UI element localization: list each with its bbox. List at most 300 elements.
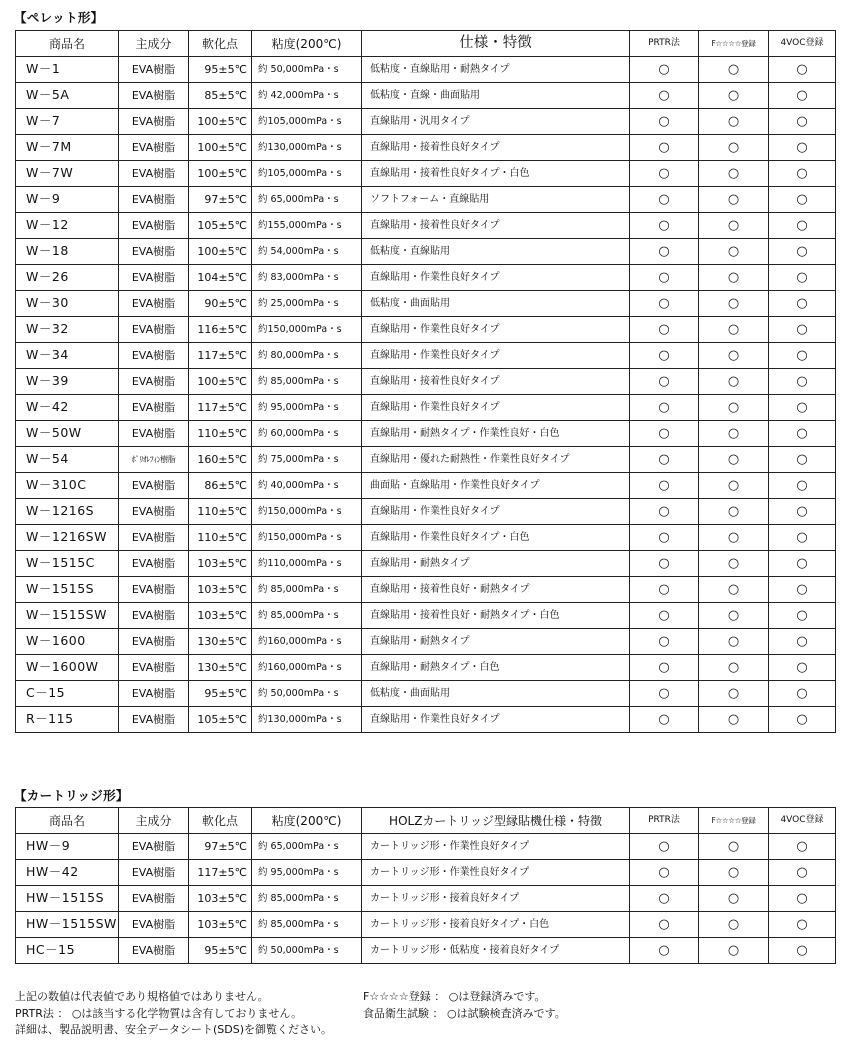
f4star-mark-cell: ○: [699, 187, 769, 213]
viscosity-cell: 約160,000mPa・s: [252, 629, 362, 655]
softening-point-cell: 100±5℃: [189, 135, 252, 161]
table-row: [16, 291, 836, 317]
viscosity-cell: 約 65,000mPa・s: [252, 834, 362, 860]
main-component-cell: EVA樹脂: [119, 681, 189, 707]
softening-point-cell: 110±5℃: [189, 525, 252, 551]
spec-features-cell: 直線貼用・作業性良好タイプ: [362, 707, 630, 733]
prtr-mark-cell: ○: [630, 213, 699, 239]
viscosity-cell: 約150,000mPa・s: [252, 317, 362, 343]
f4star-mark-cell: ○: [699, 447, 769, 473]
table-row: [16, 938, 836, 964]
spec-features-cell: 直線貼用・接着性良好・耐熱タイプ: [362, 577, 630, 603]
header-f4star: F☆☆☆☆登録: [699, 31, 769, 57]
prtr-mark-cell: ○: [630, 603, 699, 629]
table-row: [16, 213, 836, 239]
spec-features-cell: 直線貼用・作業性良好タイプ: [362, 343, 630, 369]
spec-features-cell: 直線貼用・作業性良好タイプ: [362, 499, 630, 525]
table-header-row: [16, 808, 836, 834]
table-row: [16, 860, 836, 886]
f4star-mark-cell: ○: [699, 291, 769, 317]
table-row: [16, 447, 836, 473]
4voc-mark-cell: ○: [769, 860, 836, 886]
4voc-mark-cell: ○: [769, 886, 836, 912]
viscosity-cell: 約 95,000mPa・s: [252, 860, 362, 886]
product-name-cell: W－1515C: [16, 551, 119, 577]
product-name-cell: W－32: [16, 317, 119, 343]
header-product-name: 商品名: [16, 31, 119, 57]
main-component-cell: EVA樹脂: [119, 83, 189, 109]
prtr-mark-cell: ○: [630, 629, 699, 655]
spec-features-cell: 直線貼用・汎用タイプ: [362, 109, 630, 135]
spec-features-cell: 直線貼用・接着性良好タイプ・白色: [362, 161, 630, 187]
table-row: [16, 395, 836, 421]
viscosity-cell: 約 50,000mPa・s: [252, 57, 362, 83]
4voc-mark-cell: ○: [769, 499, 836, 525]
viscosity-cell: 約150,000mPa・s: [252, 525, 362, 551]
f4star-mark-cell: ○: [699, 213, 769, 239]
f4star-mark-cell: ○: [699, 834, 769, 860]
viscosity-cell: 約 50,000mPa・s: [252, 938, 362, 964]
f4star-mark-cell: ○: [699, 473, 769, 499]
product-name-cell: W－26: [16, 265, 119, 291]
product-name-cell: HC－15: [16, 938, 119, 964]
table-row: [16, 603, 836, 629]
note-prtr: PRTR法 ： ○は該当する化学物質は含有しておりません。: [15, 1006, 303, 1020]
product-name-cell: W－7: [16, 109, 119, 135]
softening-point-cell: 160±5℃: [189, 447, 252, 473]
4voc-mark-cell: ○: [769, 938, 836, 964]
4voc-mark-cell: ○: [769, 912, 836, 938]
4voc-mark-cell: ○: [769, 265, 836, 291]
spec-features-cell: カートリッジ形・作業性良好タイプ: [362, 834, 630, 860]
prtr-mark-cell: ○: [630, 291, 699, 317]
softening-point-cell: 104±5℃: [189, 265, 252, 291]
main-component-cell: EVA樹脂: [119, 886, 189, 912]
main-component-cell: EVA樹脂: [119, 577, 189, 603]
prtr-mark-cell: ○: [630, 317, 699, 343]
f4star-mark-cell: ○: [699, 912, 769, 938]
table-row: [16, 681, 836, 707]
4voc-mark-cell: ○: [769, 291, 836, 317]
product-name-cell: C－15: [16, 681, 119, 707]
f4star-mark-cell: ○: [699, 317, 769, 343]
table-row: [16, 239, 836, 265]
prtr-mark-cell: ○: [630, 499, 699, 525]
softening-point-cell: 95±5℃: [189, 57, 252, 83]
f4star-mark-cell: ○: [699, 938, 769, 964]
table-row: [16, 834, 836, 860]
spec-features-cell: カートリッジ形・接着良好タイプ・白色: [362, 912, 630, 938]
product-name-cell: W－34: [16, 343, 119, 369]
table-row: [16, 912, 836, 938]
main-component-cell: EVA樹脂: [119, 655, 189, 681]
product-name-cell: W－7W: [16, 161, 119, 187]
main-component-cell: EVA樹脂: [119, 834, 189, 860]
header-viscosity: 粘度(200℃): [252, 808, 362, 834]
softening-point-cell: 105±5℃: [189, 213, 252, 239]
4voc-mark-cell: ○: [769, 551, 836, 577]
main-component-cell: EVA樹脂: [119, 938, 189, 964]
pellet-section-title: 【ペレット形】: [14, 10, 104, 25]
main-component-cell: EVA樹脂: [119, 265, 189, 291]
product-name-cell: W－5A: [16, 83, 119, 109]
header-viscosity: 粘度(200℃): [252, 31, 362, 57]
table-row: [16, 343, 836, 369]
prtr-mark-cell: ○: [630, 525, 699, 551]
f4star-mark-cell: ○: [699, 239, 769, 265]
f4star-mark-cell: ○: [699, 681, 769, 707]
softening-point-cell: 103±5℃: [189, 603, 252, 629]
f4star-mark-cell: ○: [699, 551, 769, 577]
prtr-mark-cell: ○: [630, 834, 699, 860]
prtr-mark-cell: ○: [630, 551, 699, 577]
note-representative-values: 上記の数値は代表値であり規格値ではありません。: [15, 990, 269, 1003]
main-component-cell: EVA樹脂: [119, 161, 189, 187]
softening-point-cell: 130±5℃: [189, 629, 252, 655]
header-softening-point: 軟化点: [189, 31, 252, 57]
prtr-mark-cell: ○: [630, 681, 699, 707]
main-component-cell: EVA樹脂: [119, 421, 189, 447]
header-prtr: PRTR法: [630, 31, 699, 57]
4voc-mark-cell: ○: [769, 317, 836, 343]
prtr-mark-cell: ○: [630, 938, 699, 964]
product-name-cell: W－12: [16, 213, 119, 239]
viscosity-cell: 約 25,000mPa・s: [252, 291, 362, 317]
f4star-mark-cell: ○: [699, 886, 769, 912]
main-component-cell: EVA樹脂: [119, 603, 189, 629]
spec-features-cell: 直線貼用・接着性良好タイプ: [362, 369, 630, 395]
f4star-mark-cell: ○: [699, 265, 769, 291]
4voc-mark-cell: ○: [769, 447, 836, 473]
4voc-mark-cell: ○: [769, 707, 836, 733]
main-component-cell: EVA樹脂: [119, 369, 189, 395]
softening-point-cell: 90±5℃: [189, 291, 252, 317]
note-f4star: F☆☆☆☆登録 ： ○は登録済みです。: [363, 990, 546, 1003]
spec-features-cell: 直線貼用・作業性良好タイプ: [362, 317, 630, 343]
product-name-cell: W－18: [16, 239, 119, 265]
4voc-mark-cell: ○: [769, 603, 836, 629]
spec-features-cell: カートリッジ形・作業性良好タイプ: [362, 860, 630, 886]
product-name-cell: R－115: [16, 707, 119, 733]
softening-point-cell: 117±5℃: [189, 395, 252, 421]
prtr-mark-cell: ○: [630, 265, 699, 291]
viscosity-cell: 約150,000mPa・s: [252, 499, 362, 525]
4voc-mark-cell: ○: [769, 395, 836, 421]
f4star-mark-cell: ○: [699, 603, 769, 629]
product-name-cell: W－50W: [16, 421, 119, 447]
4voc-mark-cell: ○: [769, 109, 836, 135]
header-spec-features: HOLZカートリッジ型縁貼機仕様・特徴: [362, 808, 630, 834]
cartridge-section-title: 【カートリッジ形】: [14, 788, 129, 803]
header-main-component: 主成分: [119, 31, 189, 57]
spec-features-cell: 直線貼用・耐熱タイプ: [362, 629, 630, 655]
note-food-hygiene: 食品衛生試験 ： ○は試験検査済みです。: [363, 1006, 566, 1020]
f4star-mark-cell: ○: [699, 109, 769, 135]
softening-point-cell: 86±5℃: [189, 473, 252, 499]
product-name-cell: HW－1515SW: [16, 912, 119, 938]
viscosity-cell: 約 83,000mPa・s: [252, 265, 362, 291]
pellet-spec-table: [15, 30, 836, 733]
viscosity-cell: 約 75,000mPa・s: [252, 447, 362, 473]
product-name-cell: W－42: [16, 395, 119, 421]
4voc-mark-cell: ○: [769, 577, 836, 603]
table-row: [16, 421, 836, 447]
viscosity-cell: 約 85,000mPa・s: [252, 577, 362, 603]
viscosity-cell: 約 50,000mPa・s: [252, 681, 362, 707]
table-row: [16, 707, 836, 733]
f4star-mark-cell: ○: [699, 860, 769, 886]
spec-features-cell: 直線貼用・接着性良好タイプ: [362, 135, 630, 161]
prtr-mark-cell: ○: [630, 57, 699, 83]
product-name-cell: W－1515S: [16, 577, 119, 603]
main-component-cell: EVA樹脂: [119, 499, 189, 525]
product-name-cell: W－1216S: [16, 499, 119, 525]
product-name-cell: W－30: [16, 291, 119, 317]
table-row: [16, 135, 836, 161]
softening-point-cell: 100±5℃: [189, 161, 252, 187]
softening-point-cell: 117±5℃: [189, 343, 252, 369]
product-name-cell: W－1216SW: [16, 525, 119, 551]
softening-point-cell: 103±5℃: [189, 886, 252, 912]
main-component-cell: ﾎﾟﾘｵﾚﾌｨﾝ樹脂: [119, 447, 189, 473]
softening-point-cell: 117±5℃: [189, 860, 252, 886]
prtr-mark-cell: ○: [630, 912, 699, 938]
spec-features-cell: 低粘度・曲面貼用: [362, 681, 630, 707]
header-softening-point: 軟化点: [189, 808, 252, 834]
4voc-mark-cell: ○: [769, 525, 836, 551]
header-4voc: 4VOC登録: [769, 31, 836, 57]
softening-point-cell: 100±5℃: [189, 109, 252, 135]
f4star-mark-cell: ○: [699, 421, 769, 447]
spec-features-cell: 低粘度・直線貼用・耐熱タイプ: [362, 57, 630, 83]
main-component-cell: EVA樹脂: [119, 629, 189, 655]
main-component-cell: EVA樹脂: [119, 860, 189, 886]
main-component-cell: EVA樹脂: [119, 239, 189, 265]
4voc-mark-cell: ○: [769, 681, 836, 707]
spec-features-cell: ソフトフォーム・直線貼用: [362, 187, 630, 213]
viscosity-cell: 約155,000mPa・s: [252, 213, 362, 239]
f4star-mark-cell: ○: [699, 707, 769, 733]
softening-point-cell: 116±5℃: [189, 317, 252, 343]
main-component-cell: EVA樹脂: [119, 395, 189, 421]
viscosity-cell: 約 54,000mPa・s: [252, 239, 362, 265]
product-name-cell: HW－1515S: [16, 886, 119, 912]
f4star-mark-cell: ○: [699, 395, 769, 421]
softening-point-cell: 97±5℃: [189, 834, 252, 860]
product-name-cell: W－39: [16, 369, 119, 395]
table-row: [16, 161, 836, 187]
header-spec-features: 仕様・特徴: [362, 31, 630, 57]
f4star-mark-cell: ○: [699, 655, 769, 681]
product-name-cell: HW－42: [16, 860, 119, 886]
spec-features-cell: 直線貼用・接着性良好・耐熱タイプ・白色: [362, 603, 630, 629]
viscosity-cell: 約105,000mPa・s: [252, 161, 362, 187]
note-sds: 詳細は、製品説明書、安全データシート(SDS)を御覧ください。: [15, 1023, 333, 1036]
spec-features-cell: 直線貼用・作業性良好タイプ・白色: [362, 525, 630, 551]
viscosity-cell: 約 60,000mPa・s: [252, 421, 362, 447]
4voc-mark-cell: ○: [769, 187, 836, 213]
main-component-cell: EVA樹脂: [119, 525, 189, 551]
viscosity-cell: 約 95,000mPa・s: [252, 395, 362, 421]
table-row: [16, 499, 836, 525]
header-main-component: 主成分: [119, 808, 189, 834]
4voc-mark-cell: ○: [769, 83, 836, 109]
spec-features-cell: 曲面貼・直線貼用・作業性良好タイプ: [362, 473, 630, 499]
4voc-mark-cell: ○: [769, 213, 836, 239]
product-name-cell: W－1: [16, 57, 119, 83]
prtr-mark-cell: ○: [630, 886, 699, 912]
f4star-mark-cell: ○: [699, 343, 769, 369]
table-row: [16, 886, 836, 912]
4voc-mark-cell: ○: [769, 369, 836, 395]
table-header-row: [16, 31, 836, 57]
main-component-cell: EVA樹脂: [119, 187, 189, 213]
product-name-cell: W－9: [16, 187, 119, 213]
prtr-mark-cell: ○: [630, 447, 699, 473]
prtr-mark-cell: ○: [630, 655, 699, 681]
product-name-cell: W－7M: [16, 135, 119, 161]
spec-features-cell: 低粘度・直線・曲面貼用: [362, 83, 630, 109]
product-name-cell: HW－9: [16, 834, 119, 860]
table-row: [16, 629, 836, 655]
table-row: [16, 655, 836, 681]
4voc-mark-cell: ○: [769, 57, 836, 83]
4voc-mark-cell: ○: [769, 655, 836, 681]
softening-point-cell: 100±5℃: [189, 239, 252, 265]
main-component-cell: EVA樹脂: [119, 912, 189, 938]
viscosity-cell: 約 40,000mPa・s: [252, 473, 362, 499]
f4star-mark-cell: ○: [699, 369, 769, 395]
prtr-mark-cell: ○: [630, 707, 699, 733]
4voc-mark-cell: ○: [769, 473, 836, 499]
spec-features-cell: 低粘度・直線貼用: [362, 239, 630, 265]
main-component-cell: EVA樹脂: [119, 317, 189, 343]
table-row: [16, 187, 836, 213]
viscosity-cell: 約 80,000mPa・s: [252, 343, 362, 369]
spec-features-cell: 直線貼用・作業性良好タイプ: [362, 265, 630, 291]
table-row: [16, 317, 836, 343]
spec-features-cell: 低粘度・曲面貼用: [362, 291, 630, 317]
softening-point-cell: 130±5℃: [189, 655, 252, 681]
softening-point-cell: 110±5℃: [189, 499, 252, 525]
4voc-mark-cell: ○: [769, 343, 836, 369]
prtr-mark-cell: ○: [630, 395, 699, 421]
4voc-mark-cell: ○: [769, 629, 836, 655]
viscosity-cell: 約 85,000mPa・s: [252, 912, 362, 938]
table-row: [16, 109, 836, 135]
softening-point-cell: 103±5℃: [189, 912, 252, 938]
spec-features-cell: 直線貼用・耐熱タイプ・作業性良好・白色: [362, 421, 630, 447]
viscosity-cell: 約 65,000mPa・s: [252, 187, 362, 213]
main-component-cell: EVA樹脂: [119, 473, 189, 499]
prtr-mark-cell: ○: [630, 343, 699, 369]
4voc-mark-cell: ○: [769, 421, 836, 447]
viscosity-cell: 約130,000mPa・s: [252, 135, 362, 161]
f4star-mark-cell: ○: [699, 135, 769, 161]
viscosity-cell: 約105,000mPa・s: [252, 109, 362, 135]
4voc-mark-cell: ○: [769, 239, 836, 265]
spec-features-cell: 直線貼用・耐熱タイプ・白色: [362, 655, 630, 681]
prtr-mark-cell: ○: [630, 187, 699, 213]
main-component-cell: EVA樹脂: [119, 213, 189, 239]
f4star-mark-cell: ○: [699, 161, 769, 187]
product-name-cell: W－54: [16, 447, 119, 473]
table-row: [16, 57, 836, 83]
softening-point-cell: 103±5℃: [189, 551, 252, 577]
table-row: [16, 83, 836, 109]
spec-features-cell: 直線貼用・耐熱タイプ: [362, 551, 630, 577]
softening-point-cell: 95±5℃: [189, 681, 252, 707]
viscosity-cell: 約 85,000mPa・s: [252, 603, 362, 629]
main-component-cell: EVA樹脂: [119, 707, 189, 733]
main-component-cell: EVA樹脂: [119, 57, 189, 83]
4voc-mark-cell: ○: [769, 834, 836, 860]
table-row: [16, 525, 836, 551]
prtr-mark-cell: ○: [630, 421, 699, 447]
4voc-mark-cell: ○: [769, 135, 836, 161]
main-component-cell: EVA樹脂: [119, 343, 189, 369]
product-name-cell: W－1600W: [16, 655, 119, 681]
header-product-name: 商品名: [16, 808, 119, 834]
prtr-mark-cell: ○: [630, 83, 699, 109]
viscosity-cell: 約110,000mPa・s: [252, 551, 362, 577]
product-name-cell: W－310C: [16, 473, 119, 499]
softening-point-cell: 103±5℃: [189, 577, 252, 603]
table-row: [16, 473, 836, 499]
prtr-mark-cell: ○: [630, 161, 699, 187]
f4star-mark-cell: ○: [699, 57, 769, 83]
viscosity-cell: 約160,000mPa・s: [252, 655, 362, 681]
f4star-mark-cell: ○: [699, 83, 769, 109]
softening-point-cell: 105±5℃: [189, 707, 252, 733]
f4star-mark-cell: ○: [699, 499, 769, 525]
cartridge-spec-table: [15, 807, 836, 964]
main-component-cell: EVA樹脂: [119, 551, 189, 577]
product-name-cell: W－1600: [16, 629, 119, 655]
viscosity-cell: 約 85,000mPa・s: [252, 369, 362, 395]
main-component-cell: EVA樹脂: [119, 291, 189, 317]
f4star-mark-cell: ○: [699, 577, 769, 603]
header-4voc: 4VOC登録: [769, 808, 836, 834]
spec-features-cell: 直線貼用・作業性良好タイプ: [362, 395, 630, 421]
spec-features-cell: カートリッジ形・接着良好タイプ: [362, 886, 630, 912]
header-f4star: F☆☆☆☆登録: [699, 808, 769, 834]
product-name-cell: W－1515SW: [16, 603, 119, 629]
4voc-mark-cell: ○: [769, 161, 836, 187]
table-row: [16, 577, 836, 603]
spec-features-cell: カートリッジ形・低粘度・接着良好タイプ: [362, 938, 630, 964]
spec-features-cell: 直線貼用・優れた耐熱性・作業性良好タイプ: [362, 447, 630, 473]
prtr-mark-cell: ○: [630, 109, 699, 135]
prtr-mark-cell: ○: [630, 473, 699, 499]
softening-point-cell: 85±5℃: [189, 83, 252, 109]
softening-point-cell: 95±5℃: [189, 938, 252, 964]
main-component-cell: EVA樹脂: [119, 135, 189, 161]
f4star-mark-cell: ○: [699, 525, 769, 551]
viscosity-cell: 約 42,000mPa・s: [252, 83, 362, 109]
softening-point-cell: 110±5℃: [189, 421, 252, 447]
viscosity-cell: 約130,000mPa・s: [252, 707, 362, 733]
softening-point-cell: 97±5℃: [189, 187, 252, 213]
header-prtr: PRTR法: [630, 808, 699, 834]
prtr-mark-cell: ○: [630, 239, 699, 265]
prtr-mark-cell: ○: [630, 135, 699, 161]
prtr-mark-cell: ○: [630, 577, 699, 603]
main-component-cell: EVA樹脂: [119, 109, 189, 135]
spec-features-cell: 直線貼用・接着性良好タイプ: [362, 213, 630, 239]
table-row: [16, 265, 836, 291]
table-row: [16, 369, 836, 395]
